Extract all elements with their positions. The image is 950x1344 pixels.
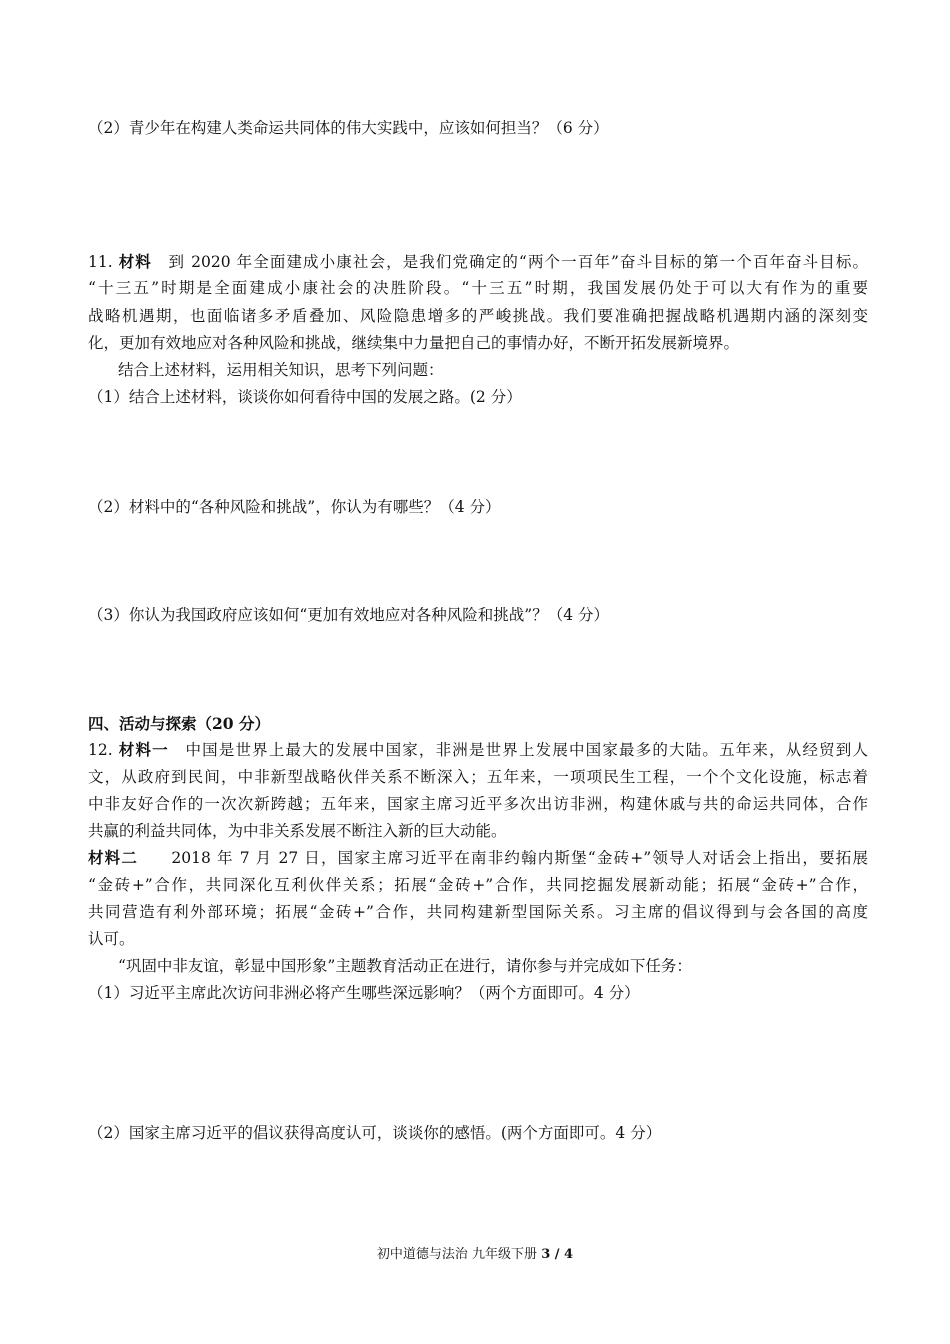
q12-m1-line2: 文，从政府到民间，中非新型战略伙伴关系不断深入；五年来，一项项民生工程，一个个文化设施，标志着 xyxy=(88,768,868,786)
q11-number: 11. xyxy=(88,253,119,271)
q11-sub1: （1）结合上述材料，谈谈你如何看待中国的发展之路。(2 分） xyxy=(88,388,522,406)
q11-line4: 化，更加有效地应对各种风险和挑战，继续集中力量把自己的事情办好，不断开拓发展新境界。 xyxy=(88,334,740,352)
q12-prompt: “巩固中非友谊，彰显中国形象”主题教育活动正在进行，请你参与并完成如下任务： xyxy=(118,957,692,975)
q12-m1-label: 材料一 xyxy=(118,740,169,759)
q11-line2: “十三五”时期是全面建成小康社会的决胜阶段。“十三五”时期，我国发展仍处于可以大有作为的重要 xyxy=(88,279,868,297)
q12-m1-line1 xyxy=(88,738,868,762)
q12-m1-line3: 中非友好合作的一次次新跨越；五年来，国家主席习近平多次出访非洲，构建休戚与共的命运共同体，合作 xyxy=(88,795,868,813)
q12-m2-line1 xyxy=(88,846,868,870)
q11-line1 xyxy=(88,250,868,274)
page-number: 3 / 4 xyxy=(541,1247,574,1262)
q12-sub2: （2）国家主席习近平的倡议获得高度认可，谈谈你的感悟。(两个方面即可。4 分） xyxy=(88,1124,662,1142)
q12-m2-line4: 认可。 xyxy=(88,930,135,948)
q11-line3: 战略机遇期，也面临诸多矛盾叠加、风险隐患增多的严峻挑战。我们要准确把握战略机遇期内涵的深刻变 xyxy=(88,307,868,325)
page-footer xyxy=(0,1245,950,1265)
q11-material-label: 材料 xyxy=(118,252,152,271)
q11-text-line1: 到 2020 年全面建成小康社会，是我们党确定的“两个一百年”奋斗目标的第一个百年奋斗目标。 xyxy=(168,253,868,271)
q12-number: 12. xyxy=(88,741,119,759)
footer-subject: 初中道德与法治 九年级下册 xyxy=(376,1247,542,1262)
q12-m2-line2: “金砖+”合作，共同深化互利伙伴关系；拓展“金砖+”合作，共同挖掘发展新动能；拓展“金砖+”合作， xyxy=(88,876,868,894)
q11-prompt: 结合上述材料，运用相关知识，思考下列问题： xyxy=(118,361,444,379)
section4-heading: 四、活动与探索（20 分） xyxy=(88,714,270,733)
q11-sub3: （3）你认为我国政府应该如何“更加有效地应对各种风险和挑战”？（4 分） xyxy=(88,606,610,624)
q12-m1-text-line1: 中国是世界上最大的发展中国家，非洲是世界上发展中国家最多的大陆。五年来，从经贸到人 xyxy=(185,741,868,759)
q12-m2-text-line1: 2018 年 7 月 27 日，国家主席习近平在南非约翰内斯堡“金砖+”领导人对话会上指出，要拓展 xyxy=(171,849,868,867)
q12-m2-line3: 共同营造有利外部环境；拓展“金砖+”合作，共同构建新型国际关系。习主席的倡议得到与会各国的高度 xyxy=(88,903,868,921)
q12-sub1: （1）习近平主席此次访问非洲必将产生哪些深远影响？（两个方面即可。4 分） xyxy=(88,984,640,1002)
q11-sub2: （2）材料中的“各种风险和挑战”，你认为有哪些？（4 分） xyxy=(88,498,501,516)
q12-m1-line4: 共赢的利益共同体，为中非关系发展不断注入新的巨大动能。 xyxy=(88,822,507,840)
q12-m2-label: 材料二 xyxy=(88,848,139,867)
q10-sub2: （2）青少年在构建人类命运共同体的伟大实践中，应该如何担当？（6 分） xyxy=(88,119,609,137)
